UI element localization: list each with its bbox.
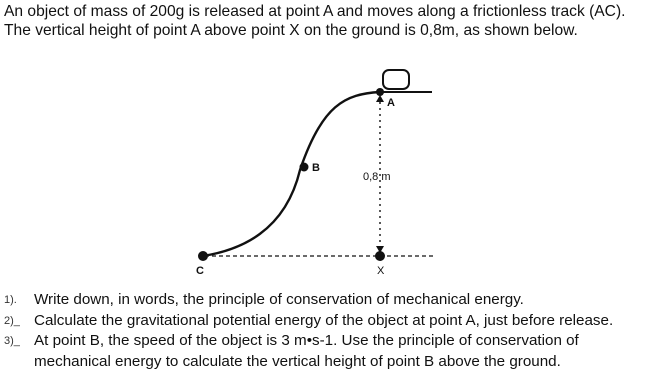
- intro-line-1: An object of mass of 200g is released at point A and moves along a frictionless track (AC).: [4, 3, 626, 20]
- label-x: X: [377, 265, 385, 277]
- label-c: C: [196, 265, 204, 277]
- question-number: 3)_: [4, 335, 20, 347]
- question-item: [4, 290, 646, 311]
- object-box: [383, 70, 409, 89]
- question-number: 1).: [4, 294, 17, 306]
- arrow-up-head: [376, 95, 384, 102]
- question-number: 2)_: [4, 314, 20, 327]
- point-b-dot: [300, 163, 309, 172]
- label-a: A: [387, 97, 395, 109]
- intro-line-2: The vertical height of point A above point X on the ground is 0,8m, as shown below.: [4, 22, 578, 39]
- question-item: [4, 311, 646, 332]
- point-a-dot: [376, 88, 384, 96]
- track-curve: [203, 92, 380, 256]
- question-text: Calculate the gravitational potential energy of the object at point A, just before release.: [34, 311, 614, 329]
- question-text: At point B, the speed of the object is 3 m•s-1. Use the principle of conservation of mechanical energy to calculate the vertical height of point B above the ground.: [34, 332, 579, 370]
- question-list: [4, 290, 646, 372]
- question-item: [4, 331, 646, 372]
- height-label: 0,8 m: [363, 171, 391, 183]
- point-c-dot: [198, 251, 208, 261]
- label-b: B: [312, 162, 320, 174]
- question-text: Write down, in words, the principle of conservation of mechanical energy.: [34, 291, 524, 308]
- point-x-dot: [375, 251, 385, 261]
